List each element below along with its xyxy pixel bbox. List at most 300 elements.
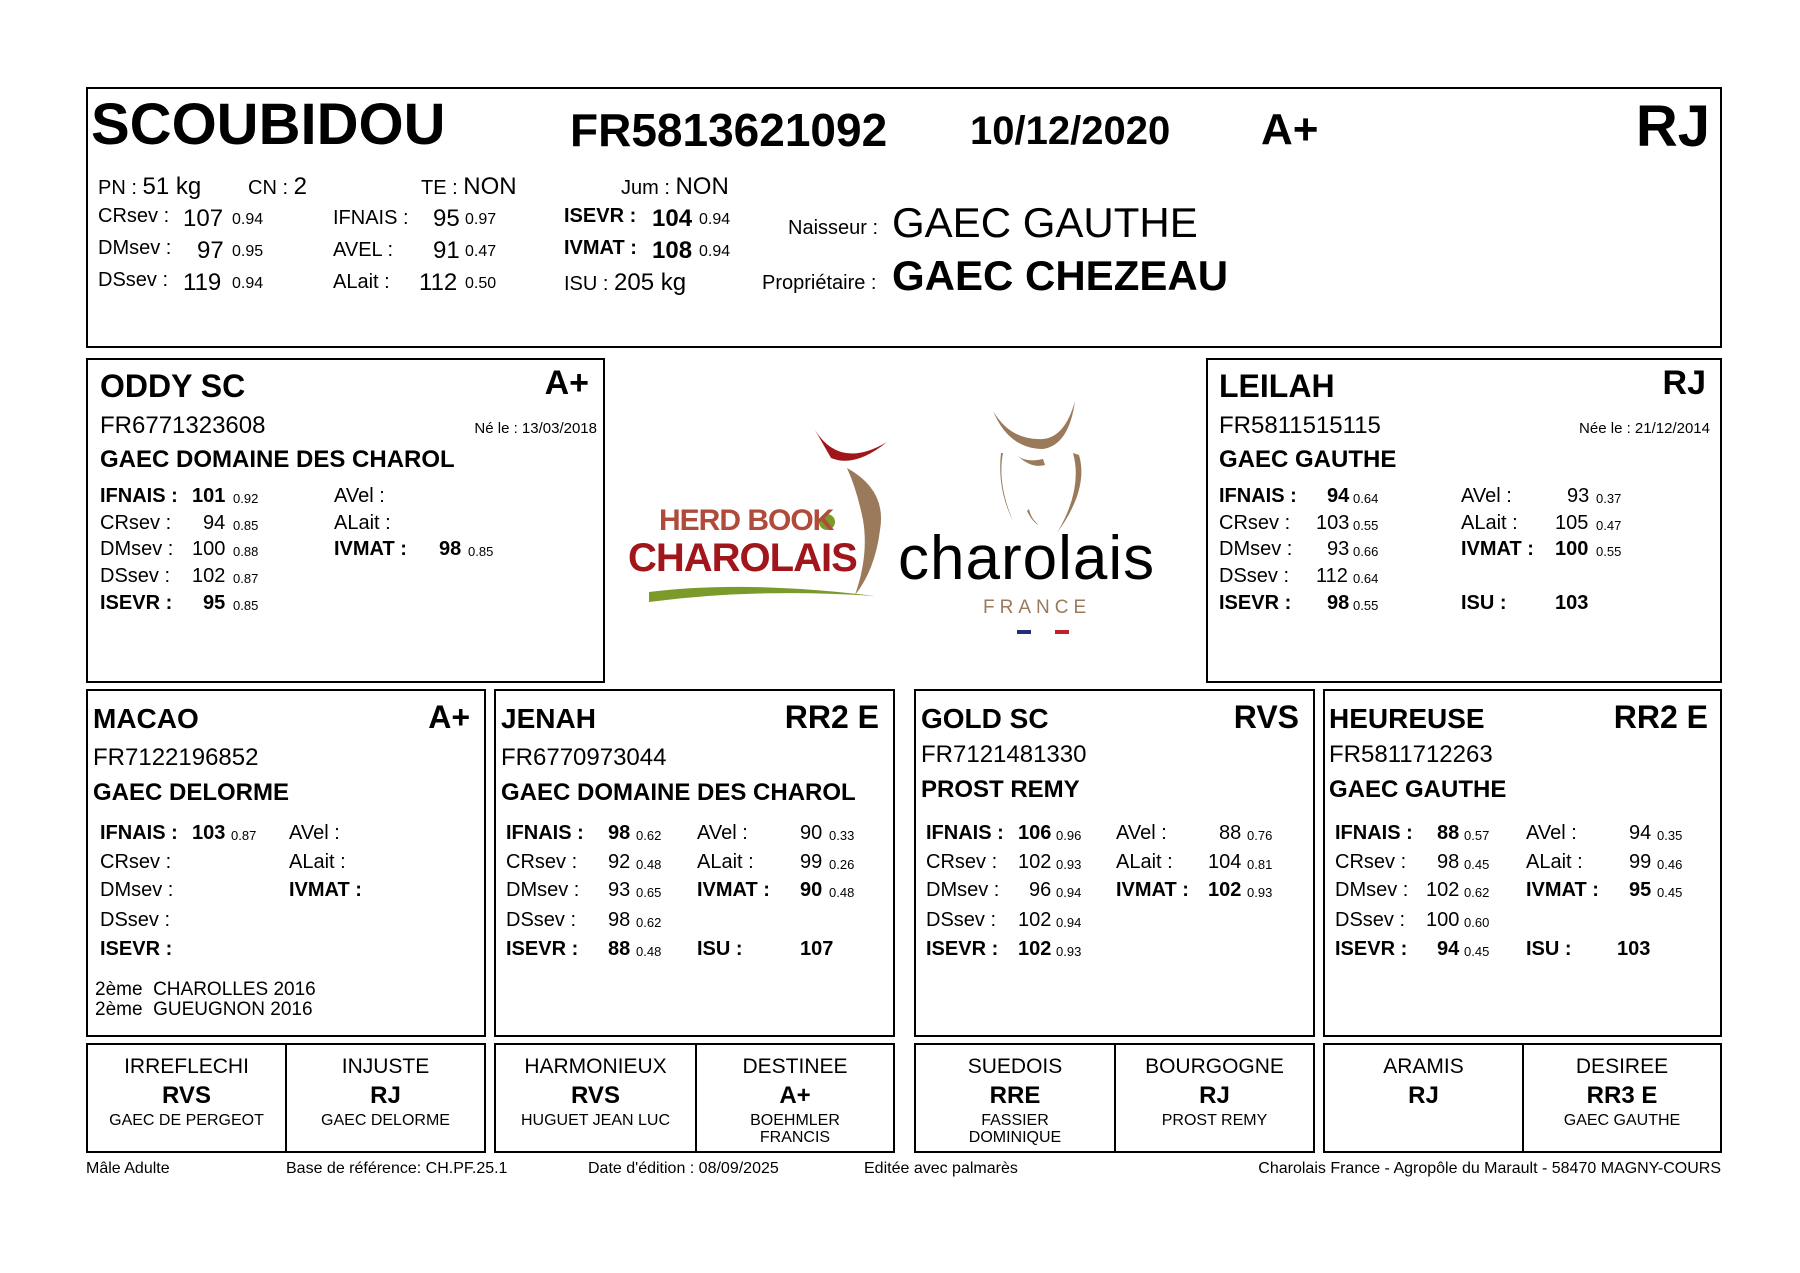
dam-dmsev-reliability: 0.66 bbox=[1353, 544, 1379, 559]
gp3-crsev-reliability: 0.93 bbox=[1056, 857, 1082, 872]
ifnais-reliability: 0.97 bbox=[465, 211, 497, 228]
sire-ivmat-label: IVMAT : bbox=[334, 538, 407, 560]
gp4-avel-value: 94 bbox=[1629, 822, 1652, 844]
gp2-crsev-value: 92 bbox=[608, 851, 631, 873]
sire-ifnais-reliability: 0.92 bbox=[233, 491, 259, 506]
gp3-ivmat-label: IVMAT : bbox=[1116, 879, 1189, 901]
dam-ivmat-label: IVMAT : bbox=[1461, 538, 1534, 560]
dssev-label: DSsev : bbox=[98, 269, 169, 291]
dam-alait-label: ALait : bbox=[1461, 512, 1518, 534]
sire-crsev-reliability: 0.85 bbox=[233, 518, 259, 533]
gp4-id: FR5811712263 bbox=[1329, 741, 1493, 768]
gp3-crsev-value: 102 bbox=[1018, 851, 1052, 873]
cn-value: 2 bbox=[293, 173, 307, 200]
gp4-dssev-value: 100 bbox=[1426, 909, 1460, 931]
gp3-dmsev-reliability: 0.94 bbox=[1056, 885, 1082, 900]
footer-palmares: Editée avec palmarès bbox=[864, 1160, 1018, 1177]
gp2-dssev-reliability: 0.62 bbox=[636, 915, 662, 930]
dam-dssev-row bbox=[1219, 565, 1379, 588]
isevr-label: ISEVR : bbox=[564, 205, 637, 227]
gp3-dssev-reliability: 0.94 bbox=[1056, 915, 1082, 930]
sire-born bbox=[474, 420, 597, 437]
gp3-alait-label: ALait : bbox=[1116, 851, 1173, 873]
isevr-reliability: 0.94 bbox=[699, 211, 731, 228]
gp2-isevr-reliability: 0.48 bbox=[636, 944, 662, 959]
gp4-alait-reliability: 0.46 bbox=[1657, 857, 1683, 872]
sire-dssev-value: 102 bbox=[192, 565, 226, 587]
dam-born-label: Née le : bbox=[1579, 420, 1631, 437]
cn-label: CN : bbox=[248, 177, 288, 199]
dam-ifnais-label: IFNAIS : bbox=[1219, 485, 1297, 507]
ggp4-name: DESTINEE bbox=[742, 1055, 848, 1078]
dam-isevr-row bbox=[1219, 592, 1379, 615]
dam-ivmat-row bbox=[1461, 538, 1622, 561]
gp2-ifnais-row bbox=[506, 822, 662, 845]
sire-id: FR6771323608 bbox=[100, 412, 266, 439]
sire-dmsev-label: DMsev : bbox=[100, 538, 174, 560]
animal-id: FR5813621092 bbox=[570, 104, 888, 156]
gp3-alait-row bbox=[1116, 851, 1273, 874]
dam-isevr-label: ISEVR : bbox=[1219, 592, 1292, 614]
gp1-ifnais-label: IFNAIS : bbox=[100, 822, 178, 844]
great-grandparent-box-6 bbox=[1114, 1043, 1315, 1153]
dam-dmsev-label: DMsev : bbox=[1219, 538, 1293, 560]
gp4-ifnais-label: IFNAIS : bbox=[1335, 822, 1413, 844]
gp3-avel-reliability: 0.76 bbox=[1247, 828, 1273, 843]
gp2-name: JENAH bbox=[501, 703, 596, 734]
dam-born-date: 21/12/2014 bbox=[1634, 420, 1710, 437]
sire-ifnais-label: IFNAIS : bbox=[100, 485, 178, 507]
great-grandparent-box-2 bbox=[285, 1043, 486, 1153]
dam-owner: GAEC GAUTHE bbox=[1219, 446, 1397, 473]
gp2-dmsev-row bbox=[506, 879, 662, 902]
gp2-ivmat-label: IVMAT : bbox=[697, 879, 770, 901]
gp2-owner: GAEC DOMAINE DES CHAROL bbox=[501, 779, 856, 806]
dam-isu-value: 103 bbox=[1555, 592, 1589, 614]
gp3-ifnais-reliability: 0.96 bbox=[1056, 828, 1082, 843]
dam-name: LEILAH bbox=[1219, 368, 1335, 404]
gp4-dmsev-row bbox=[1335, 879, 1490, 902]
avel-value: 91 bbox=[433, 237, 460, 264]
gp4-isu-row bbox=[1526, 938, 1651, 961]
gp4-ifnais-reliability: 0.57 bbox=[1464, 828, 1490, 843]
gp2-dmsev-reliability: 0.65 bbox=[636, 885, 662, 900]
gp3-crsev-label: CRsev : bbox=[926, 851, 998, 873]
gp3-dmsev-value: 96 bbox=[1029, 879, 1052, 901]
jum-label: Jum : bbox=[621, 177, 670, 199]
sire-grade: A+ bbox=[544, 364, 589, 402]
dam-avel-row bbox=[1461, 485, 1622, 508]
gp3-ivmat-value: 102 bbox=[1208, 879, 1242, 901]
gp2-isu-value: 107 bbox=[800, 938, 834, 960]
gp2-dssev-row bbox=[506, 909, 662, 932]
ivmat-value: 108 bbox=[652, 237, 693, 264]
gp3-ifnais-label: IFNAIS : bbox=[926, 822, 1004, 844]
dam-crsev-row bbox=[1219, 512, 1379, 535]
dssev-reliability: 0.94 bbox=[232, 275, 264, 292]
gp1-ifnais-row bbox=[100, 822, 257, 845]
gp2-ivmat-value: 90 bbox=[800, 879, 823, 901]
gp1-ivmat-row bbox=[289, 879, 362, 902]
dam-crsev-reliability: 0.55 bbox=[1353, 518, 1379, 533]
sire-avel-label: AVel : bbox=[334, 485, 385, 507]
dam-isevr-value: 98 bbox=[1327, 592, 1350, 614]
gp4-avel-label: AVel : bbox=[1526, 822, 1577, 844]
gp4-ifnais-value: 88 bbox=[1437, 822, 1460, 844]
gp3-owner: PROST REMY bbox=[921, 776, 1080, 803]
ggp3-grade: RVS bbox=[571, 1082, 620, 1109]
gp1-dmsev-label: DMsev : bbox=[100, 879, 174, 901]
gp3-isevr-value: 102 bbox=[1018, 938, 1052, 960]
gp4-owner: GAEC GAUTHE bbox=[1329, 776, 1507, 803]
isu-label: ISU : bbox=[564, 273, 609, 295]
alait-reliability: 0.50 bbox=[465, 275, 497, 292]
charolais-france-logo bbox=[893, 393, 1193, 643]
sire-dmsev-value: 100 bbox=[192, 538, 226, 560]
gp4-isu-value: 103 bbox=[1617, 938, 1651, 960]
gp4-alait-label: ALait : bbox=[1526, 851, 1583, 873]
pn-row bbox=[98, 173, 201, 201]
footer-base: Base de référence: CH.PF.25.1 bbox=[286, 1160, 508, 1177]
sire-crsev-label: CRsev : bbox=[100, 512, 172, 534]
alait-row bbox=[333, 269, 497, 296]
footer-address: Charolais France - Agropôle du Marault - 58470 MAGNY-COURS bbox=[1258, 1160, 1721, 1177]
dam-ifnais-row bbox=[1219, 485, 1379, 508]
great-grandparent-box-5 bbox=[914, 1043, 1116, 1153]
gp2-alait-value: 99 bbox=[800, 851, 823, 873]
gp3-dssev-label: DSsev : bbox=[926, 909, 997, 931]
gp4-avel-reliability: 0.35 bbox=[1657, 828, 1683, 843]
sire-born-date: 13/03/2018 bbox=[521, 420, 597, 437]
gp2-alait-row bbox=[697, 851, 855, 874]
dam-ifnais-value: 94 bbox=[1327, 485, 1350, 507]
gp3-ivmat-reliability: 0.93 bbox=[1247, 885, 1273, 900]
ggp7-grade: RJ bbox=[1408, 1082, 1439, 1109]
gp2-isu-row bbox=[697, 938, 834, 961]
gp4-dssev-label: DSsev : bbox=[1335, 909, 1406, 931]
gp2-avel-row bbox=[697, 822, 855, 845]
naisseur-label: Naisseur : bbox=[788, 217, 879, 239]
dam-isu-label: ISU : bbox=[1461, 592, 1507, 614]
gp1-alait-row bbox=[289, 851, 346, 874]
isu-value: 205 kg bbox=[614, 269, 687, 296]
ggp8-owner: GAEC GAUTHE bbox=[1563, 1112, 1681, 1129]
sire-box bbox=[86, 358, 605, 683]
gp4-ivmat-label: IVMAT : bbox=[1526, 879, 1599, 901]
avel-row bbox=[333, 237, 497, 264]
gp3-dssev-value: 102 bbox=[1018, 909, 1052, 931]
ggp5-owner: FASSIER DOMINIQUE bbox=[968, 1112, 1062, 1146]
gp1-crsev-row bbox=[100, 851, 171, 874]
ivmat-label: IVMAT : bbox=[564, 237, 637, 259]
dam-dssev-value: 112 bbox=[1316, 565, 1348, 587]
gp2-dmsev-value: 93 bbox=[608, 879, 631, 901]
gp1-isevr-label: ISEVR : bbox=[100, 938, 173, 960]
jum-row bbox=[621, 173, 729, 201]
dssev-row bbox=[98, 269, 264, 296]
ifnais-label: IFNAIS : bbox=[333, 207, 409, 229]
ggp3-name: HARMONIEUX bbox=[524, 1055, 667, 1078]
gp3-avel-row bbox=[1116, 822, 1273, 845]
gp4-ifnais-row bbox=[1335, 822, 1490, 845]
ggp1-owner: GAEC DE PERGEOT bbox=[109, 1112, 264, 1129]
gp2-crsev-label: CRsev : bbox=[506, 851, 578, 873]
gp1-grade: A+ bbox=[428, 699, 470, 735]
ggp2-grade: RJ bbox=[370, 1082, 401, 1109]
gp4-grade: RR2 E bbox=[1613, 699, 1708, 735]
crsev-label: CRsev : bbox=[98, 205, 170, 227]
sire-crsev-row bbox=[100, 512, 259, 535]
herd-book-line2: CHAROLAIS bbox=[628, 536, 857, 580]
proprietaire-label: Propriétaire : bbox=[762, 272, 877, 294]
ivmat-reliability: 0.94 bbox=[699, 243, 731, 260]
gp2-ifnais-value: 98 bbox=[608, 822, 631, 844]
animal-grade: A+ bbox=[1261, 105, 1319, 154]
dam-dssev-label: DSsev : bbox=[1219, 565, 1290, 587]
ggp5-grade: RRE bbox=[989, 1082, 1041, 1109]
ggp1-grade: RVS bbox=[162, 1082, 211, 1109]
dam-avel-value: 93 bbox=[1567, 485, 1590, 507]
gp1-isevr-row bbox=[100, 938, 172, 961]
ggp2-owner: GAEC DELORME bbox=[321, 1112, 450, 1129]
gp1-dmsev-row bbox=[100, 879, 173, 902]
gp1-ifnais-value: 103 bbox=[192, 822, 226, 844]
gp4-ivmat-reliability: 0.45 bbox=[1657, 885, 1683, 900]
sire-ivmat-value: 98 bbox=[439, 538, 462, 560]
sire-alait-label: ALait : bbox=[334, 512, 391, 534]
grandparent-box-3 bbox=[914, 689, 1315, 1037]
isevr-row bbox=[564, 205, 731, 232]
te-value: NON bbox=[463, 173, 517, 200]
sire-dmsev-reliability: 0.88 bbox=[233, 544, 259, 559]
dam-born bbox=[1579, 420, 1710, 437]
sire-isevr-row bbox=[100, 592, 259, 615]
dmsev-value: 97 bbox=[197, 237, 224, 264]
gp2-isevr-value: 88 bbox=[608, 938, 631, 960]
gp1-avel-row bbox=[289, 822, 340, 845]
gp4-crsev-reliability: 0.45 bbox=[1464, 857, 1490, 872]
gp4-isevr-value: 94 bbox=[1437, 938, 1460, 960]
gp4-ivmat-row bbox=[1526, 879, 1683, 902]
gp1-dssev-row bbox=[100, 909, 170, 932]
dam-ifnais-reliability: 0.64 bbox=[1353, 491, 1379, 506]
gp2-dssev-value: 98 bbox=[608, 909, 631, 931]
sire-owner: GAEC DOMAINE DES CHAROL bbox=[100, 446, 455, 473]
gp3-alait-reliability: 0.81 bbox=[1247, 857, 1273, 872]
gp4-ivmat-value: 95 bbox=[1629, 879, 1652, 901]
ggp8-grade: RR3 E bbox=[1586, 1082, 1658, 1109]
animal-qualification: RJ bbox=[1635, 94, 1710, 159]
grandparent-box-2 bbox=[494, 689, 895, 1037]
cn-row bbox=[248, 173, 307, 201]
gp3-isevr-reliability: 0.93 bbox=[1056, 944, 1082, 959]
gp4-isevr-reliability: 0.45 bbox=[1464, 944, 1490, 959]
gp4-dmsev-label: DMsev : bbox=[1335, 879, 1409, 901]
gp4-avel-row bbox=[1526, 822, 1683, 845]
grandparent-box-1 bbox=[86, 689, 486, 1037]
gp1-owner: GAEC DELORME bbox=[93, 779, 290, 806]
dam-avel-reliability: 0.37 bbox=[1596, 491, 1622, 506]
gp3-ivmat-row bbox=[1116, 879, 1273, 902]
dam-grade: RJ bbox=[1662, 364, 1706, 402]
gp4-alait-value: 99 bbox=[1629, 851, 1652, 873]
sire-name: ODDY SC bbox=[100, 368, 246, 404]
ggp6-name: BOURGOGNE bbox=[1145, 1055, 1284, 1078]
dam-ivmat-reliability: 0.55 bbox=[1596, 544, 1622, 559]
dam-crsev-label: CRsev : bbox=[1219, 512, 1291, 534]
gp2-avel-label: AVel : bbox=[697, 822, 748, 844]
gp2-isevr-label: ISEVR : bbox=[506, 938, 579, 960]
gp2-alait-label: ALait : bbox=[697, 851, 754, 873]
sire-isevr-value: 95 bbox=[203, 592, 226, 614]
ggp8-name: DESIREE bbox=[1575, 1055, 1669, 1078]
crsev-value: 107 bbox=[183, 205, 224, 232]
gp3-alait-value: 104 bbox=[1208, 851, 1242, 873]
gp2-crsev-row bbox=[506, 851, 662, 874]
gp2-id: FR6770973044 bbox=[501, 744, 667, 771]
te-row bbox=[421, 173, 517, 201]
sire-avel-row bbox=[334, 485, 385, 508]
jum-value: NON bbox=[675, 173, 729, 200]
gp2-crsev-reliability: 0.48 bbox=[636, 857, 662, 872]
sire-ifnais-value: 101 bbox=[192, 485, 226, 507]
gp4-isu-label: ISU : bbox=[1526, 938, 1572, 960]
gp1-award-1: 2ème CHAROLLES 2016 bbox=[95, 979, 316, 1000]
pn-label: PN : bbox=[98, 177, 137, 199]
crsev-reliability: 0.94 bbox=[232, 211, 264, 228]
alait-label: ALait : bbox=[333, 271, 390, 293]
france-word: FRANCE bbox=[983, 597, 1092, 618]
gp2-avel-reliability: 0.33 bbox=[829, 828, 855, 843]
sire-dssev-row bbox=[100, 565, 259, 588]
dmsev-row bbox=[98, 237, 264, 264]
herd-book-line1: HERD BOOK bbox=[659, 504, 834, 537]
gp4-isevr-label: ISEVR : bbox=[1335, 938, 1408, 960]
avel-reliability: 0.47 bbox=[465, 243, 497, 260]
alait-value: 112 bbox=[419, 269, 458, 296]
sire-born-label: Né le : bbox=[474, 420, 518, 437]
proprietaire-value: GAEC CHEZEAU bbox=[892, 252, 1229, 299]
dam-ivmat-value: 100 bbox=[1555, 538, 1589, 560]
gp1-dssev-label: DSsev : bbox=[100, 909, 171, 931]
gp4-dssev-row bbox=[1335, 909, 1490, 932]
dam-isu-row bbox=[1461, 592, 1589, 615]
animal-name: SCOUBIDOU bbox=[91, 92, 446, 157]
sire-ivmat-row bbox=[334, 538, 494, 561]
te-label: TE : bbox=[421, 177, 458, 199]
gp2-isevr-row bbox=[506, 938, 662, 961]
dam-box bbox=[1206, 358, 1722, 683]
avel-label: AVEL : bbox=[333, 239, 394, 261]
footer-edition-date: Date d'édition : 08/09/2025 bbox=[588, 1160, 779, 1177]
ivmat-row bbox=[564, 237, 731, 264]
ggp5-name: SUEDOIS bbox=[967, 1055, 1063, 1078]
dam-id: FR5811515115 bbox=[1219, 412, 1381, 439]
gp1-id: FR7122196852 bbox=[93, 744, 259, 771]
dam-avel-label: AVel : bbox=[1461, 485, 1512, 507]
dam-alait-value: 105 bbox=[1555, 512, 1589, 534]
gp2-dmsev-label: DMsev : bbox=[506, 879, 580, 901]
gp4-dssev-reliability: 0.60 bbox=[1464, 915, 1490, 930]
gp3-ifnais-value: 106 bbox=[1018, 822, 1052, 844]
grandparent-box-4 bbox=[1323, 689, 1722, 1037]
gp3-isevr-label: ISEVR : bbox=[926, 938, 999, 960]
gp3-dmsev-label: DMsev : bbox=[926, 879, 1000, 901]
great-grandparent-box-4 bbox=[695, 1043, 895, 1153]
sire-dssev-reliability: 0.87 bbox=[233, 571, 259, 586]
ggp4-grade: A+ bbox=[779, 1082, 811, 1109]
gp2-ifnais-label: IFNAIS : bbox=[506, 822, 584, 844]
gp2-ifnais-reliability: 0.62 bbox=[636, 828, 662, 843]
gp4-crsev-label: CRsev : bbox=[1335, 851, 1407, 873]
ggp7-name: ARAMIS bbox=[1383, 1055, 1464, 1078]
great-grandparent-box-3 bbox=[494, 1043, 697, 1153]
animal-birth-date: 10/12/2020 bbox=[970, 109, 1171, 153]
gp4-crsev-value: 98 bbox=[1437, 851, 1460, 873]
sire-crsev-value: 94 bbox=[203, 512, 226, 534]
gp2-dssev-label: DSsev : bbox=[506, 909, 577, 931]
gp1-ivmat-label: IVMAT : bbox=[289, 879, 362, 901]
sire-ivmat-reliability: 0.85 bbox=[468, 544, 494, 559]
sire-isevr-reliability: 0.85 bbox=[233, 598, 259, 613]
animal-header-box bbox=[86, 87, 1722, 348]
gp3-ifnais-row bbox=[926, 822, 1082, 845]
dmsev-reliability: 0.95 bbox=[232, 243, 264, 260]
gp3-isevr-row bbox=[926, 938, 1082, 961]
dam-dmsev-row bbox=[1219, 538, 1379, 561]
sire-ifnais-row bbox=[100, 485, 259, 508]
gp1-award-2: 2ème GUEUGNON 2016 bbox=[95, 999, 313, 1020]
gp3-id: FR7121481330 bbox=[921, 741, 1087, 768]
gp2-grade: RR2 E bbox=[784, 699, 879, 735]
isevr-value: 104 bbox=[652, 205, 693, 232]
dam-dmsev-value: 93 bbox=[1327, 538, 1350, 560]
herd-book-logo bbox=[625, 420, 900, 605]
gp3-grade: RVS bbox=[1233, 699, 1299, 735]
charolais-word: charolais bbox=[898, 524, 1156, 593]
gp4-dmsev-reliability: 0.62 bbox=[1464, 885, 1490, 900]
footer-category: Mâle Adulte bbox=[86, 1160, 170, 1177]
crsev-row bbox=[98, 205, 264, 232]
ggp6-owner: PROST REMY bbox=[1161, 1112, 1268, 1129]
gp4-name: HEUREUSE bbox=[1329, 703, 1485, 734]
gp1-ifnais-reliability: 0.87 bbox=[231, 828, 257, 843]
pn-value: 51 kg bbox=[142, 173, 202, 200]
ggp1-name: IRREFLECHI bbox=[124, 1055, 249, 1078]
ifnais-value: 95 bbox=[433, 205, 460, 232]
dam-alait-reliability: 0.47 bbox=[1596, 518, 1622, 533]
gp2-avel-value: 90 bbox=[800, 822, 823, 844]
naisseur-value: GAEC GAUTHE bbox=[892, 199, 1198, 246]
gp2-isu-label: ISU : bbox=[697, 938, 743, 960]
ggp3-owner: HUGUET JEAN LUC bbox=[520, 1112, 671, 1129]
gp4-isevr-row bbox=[1335, 938, 1490, 961]
gp4-crsev-row bbox=[1335, 851, 1490, 874]
gp2-alait-reliability: 0.26 bbox=[829, 857, 855, 872]
great-grandparent-box-7 bbox=[1323, 1043, 1524, 1153]
gp2-ivmat-reliability: 0.48 bbox=[829, 885, 855, 900]
ggp2-name: INJUSTE bbox=[341, 1055, 430, 1078]
dam-isevr-reliability: 0.55 bbox=[1353, 598, 1379, 613]
gp4-alait-row bbox=[1526, 851, 1683, 874]
ggp6-grade: RJ bbox=[1199, 1082, 1230, 1109]
dmsev-label: DMsev : bbox=[98, 237, 172, 259]
gp3-crsev-row bbox=[926, 851, 1082, 874]
sire-alait-row bbox=[334, 512, 391, 535]
gp3-avel-label: AVel : bbox=[1116, 822, 1167, 844]
dam-crsev-value: 103 bbox=[1316, 512, 1350, 534]
gp4-dmsev-value: 102 bbox=[1426, 879, 1460, 901]
